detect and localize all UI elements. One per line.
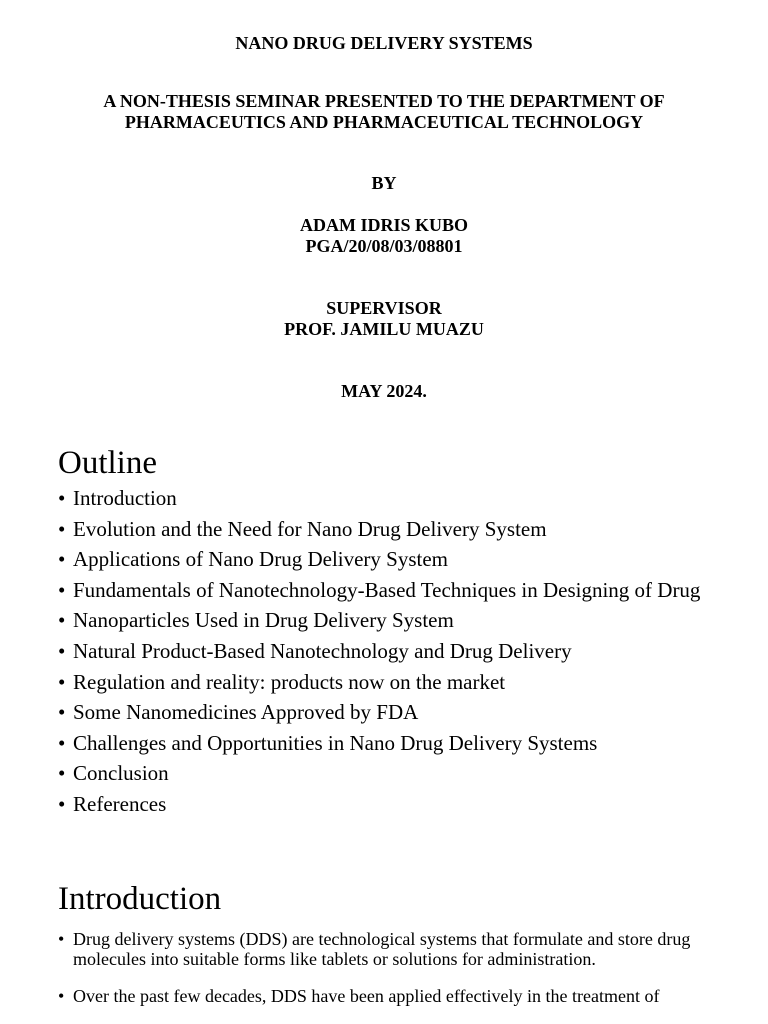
bullet-icon: • bbox=[58, 486, 66, 510]
bullet-icon: • bbox=[58, 929, 65, 949]
outline-item-label: References bbox=[73, 791, 167, 816]
bullet-icon: • bbox=[58, 608, 66, 633]
outline-item-label: Some Nanomedicines Approved by FDA bbox=[73, 700, 419, 725]
document-title: NANO DRUG DELIVERY SYSTEMS bbox=[235, 33, 533, 53]
introduction-heading: Introduction bbox=[58, 881, 222, 917]
outline-item-label: Evolution and the Need for Nano Drug Delivery System bbox=[73, 516, 547, 541]
seminar-description-line-1: A NON-THESIS SEMINAR PRESENTED TO THE DEPARTMENT OF bbox=[103, 91, 665, 111]
outline-item bbox=[58, 546, 700, 577]
outline-heading: Outline bbox=[58, 445, 157, 481]
outline-list bbox=[58, 485, 700, 822]
outline-item-label: Fundamentals of Nanotechnology-Based Techniques in Designing of Drug bbox=[73, 577, 701, 602]
bullet-icon: • bbox=[58, 638, 66, 663]
bullet-icon: • bbox=[58, 516, 66, 541]
introduction-paragraph-text: Drug delivery systems (DDS) are technological systems that formulate and store drug molecules into suitable forms like tablets or solutions for administration. bbox=[73, 929, 691, 969]
outline-item-label: Applications of Nano Drug Delivery System bbox=[73, 547, 449, 572]
author-registration-number: PGA/20/08/03/08801 bbox=[305, 236, 463, 256]
introduction-paragraph bbox=[58, 986, 718, 1006]
outline-item-label: Conclusion bbox=[73, 761, 169, 786]
bullet-icon: • bbox=[58, 700, 66, 725]
bullet-icon: • bbox=[58, 577, 66, 602]
outline-item bbox=[58, 516, 700, 547]
supervisor-label: SUPERVISOR bbox=[326, 298, 442, 318]
bullet-icon: • bbox=[58, 791, 66, 816]
outline-item-label: Regulation and reality: products now on the market bbox=[73, 669, 506, 694]
outline-item-label: Natural Product-Based Nanotechnology and Drug Delivery bbox=[73, 638, 572, 663]
supervisor-name: PROF. JAMILU MUAZU bbox=[284, 319, 484, 339]
bullet-icon: • bbox=[58, 730, 66, 755]
outline-item bbox=[58, 730, 700, 761]
outline-item bbox=[58, 577, 700, 608]
introduction-paragraph bbox=[58, 929, 718, 986]
bullet-icon: • bbox=[58, 669, 66, 694]
introduction-list bbox=[58, 929, 718, 1006]
outline-item bbox=[58, 485, 700, 516]
outline-item-label: Challenges and Opportunities in Nano Drug Delivery Systems bbox=[73, 730, 598, 755]
outline-item-label: Nanoparticles Used in Drug Delivery System bbox=[73, 608, 454, 633]
outline-item bbox=[58, 638, 700, 669]
bullet-icon: • bbox=[58, 547, 66, 572]
outline-item bbox=[58, 699, 700, 730]
introduction-paragraph-text: Over the past few decades, DDS have been applied effectively in the treatment of bbox=[73, 986, 660, 1006]
bullet-icon: • bbox=[58, 986, 65, 1006]
by-label: BY bbox=[371, 173, 397, 193]
author-name: ADAM IDRIS KUBO bbox=[299, 215, 468, 235]
presentation-date: MAY 2024. bbox=[341, 381, 427, 401]
bullet-icon: • bbox=[58, 761, 66, 786]
outline-item-label: Introduction bbox=[73, 486, 177, 510]
outline-item bbox=[58, 669, 700, 700]
outline-item bbox=[58, 607, 700, 638]
outline-item bbox=[58, 760, 700, 791]
seminar-description-line-2: PHARMACEUTICS AND PHARMACEUTICAL TECHNOLOGY bbox=[124, 112, 644, 132]
outline-item bbox=[58, 791, 700, 822]
